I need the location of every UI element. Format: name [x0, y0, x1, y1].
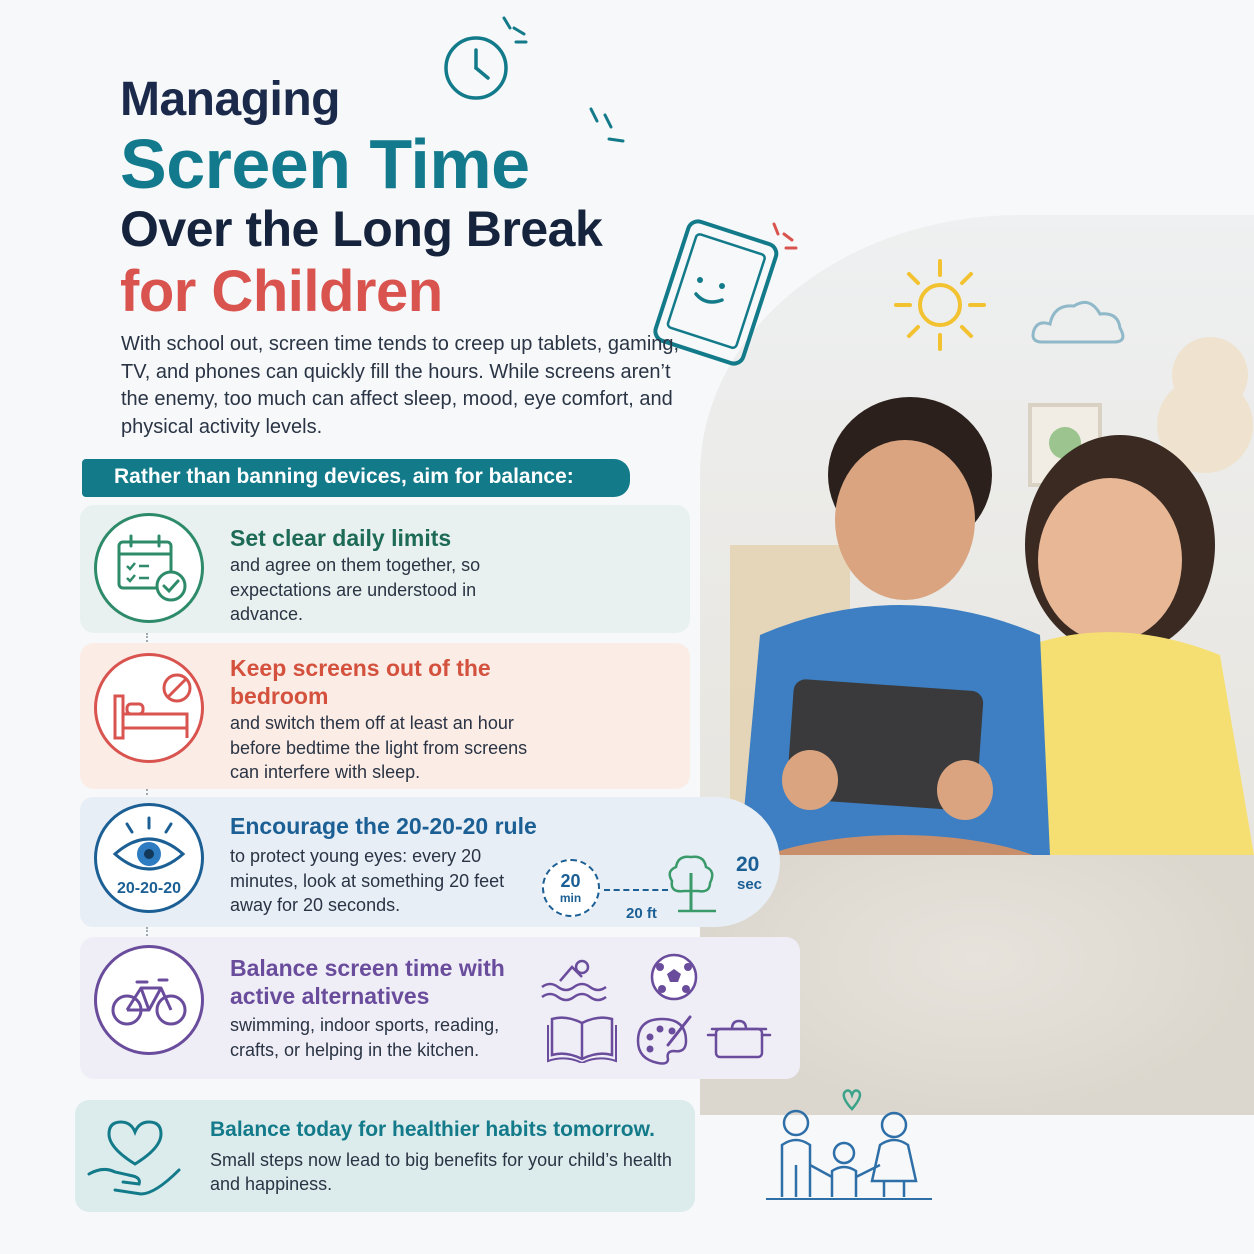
- timer-value: 20: [560, 871, 581, 891]
- title-line-2: Screen Time: [120, 125, 530, 203]
- soccer-ball-icon: [648, 951, 700, 1003]
- seconds-value: 20: [736, 853, 760, 876]
- timer-icon: [542, 859, 600, 917]
- tip-heading: Encourage the 20-20-20 rule: [230, 813, 537, 839]
- distance-label: 20 ft: [626, 905, 657, 922]
- tip-body: and agree on them together, so expectations are understood in advance.: [230, 555, 481, 624]
- tip-body: swimming, indoor sports, reading, crafts, or helping in the kitchen.: [230, 1015, 500, 1060]
- bicycle-icon: [94, 945, 204, 1055]
- clock-icon: [440, 14, 530, 104]
- swimming-icon: [538, 953, 614, 1003]
- title-line-4: for Children: [120, 259, 443, 324]
- tip-body: and switch them off at least an hour before bedtime the light from screens can interfere with sleep.: [230, 713, 528, 782]
- tip-heading: Keep screens out of the bedroom: [230, 655, 491, 709]
- distance-line: [604, 889, 668, 891]
- tip-heading: Set clear daily limits: [230, 525, 452, 551]
- tip-card-20-20-20: [80, 797, 780, 927]
- tip-card-daily-limits: [80, 505, 690, 633]
- balance-banner: Rather than banning devices, aim for balance:: [82, 459, 630, 497]
- intro-paragraph: With school out, screen time tends to creep up tablets, gaming, TV, and phones can quickly fill the hours. While screens aren’t the enemy, too much can affect sleep, mood, eye comfort, and physical activity levels.: [121, 333, 680, 438]
- open-book-icon: [546, 1013, 618, 1063]
- eye-icon: [94, 803, 204, 913]
- calendar-check-icon: [94, 513, 204, 623]
- tip-card-bedroom: [80, 643, 690, 789]
- title-line-3: Over the Long Break: [120, 201, 603, 257]
- heart-in-hand-icon: [85, 1114, 185, 1200]
- footer-card: [75, 1100, 695, 1212]
- sparkle-lines-icon: [585, 105, 630, 150]
- footer-body: Small steps now lead to big benefits for your child’s health and happiness.: [210, 1150, 672, 1194]
- eye-icon-label: 20-20-20: [116, 880, 182, 897]
- cooking-pot-icon: [706, 1015, 772, 1061]
- no-bed-screen-icon: [94, 653, 204, 763]
- family-icon: [760, 1085, 940, 1215]
- tip-heading: Balance screen time with active alternatives: [230, 955, 505, 1009]
- seconds-unit: sec: [737, 876, 763, 893]
- timer-unit: min: [559, 891, 582, 905]
- cloud-icon: [1030, 290, 1130, 350]
- tree-icon: [664, 849, 718, 913]
- footer-heading: Balance today for healthier habits tomorrow.: [210, 1118, 655, 1141]
- tip-body: to protect young eyes: every 20 minutes, look at something 20 feet away for 20 seconds.: [230, 846, 505, 915]
- paint-palette-icon: [634, 1013, 694, 1067]
- title-line-1: Managing: [120, 73, 340, 126]
- sun-icon: [890, 255, 990, 355]
- tip-card-active-alternatives: [80, 937, 800, 1079]
